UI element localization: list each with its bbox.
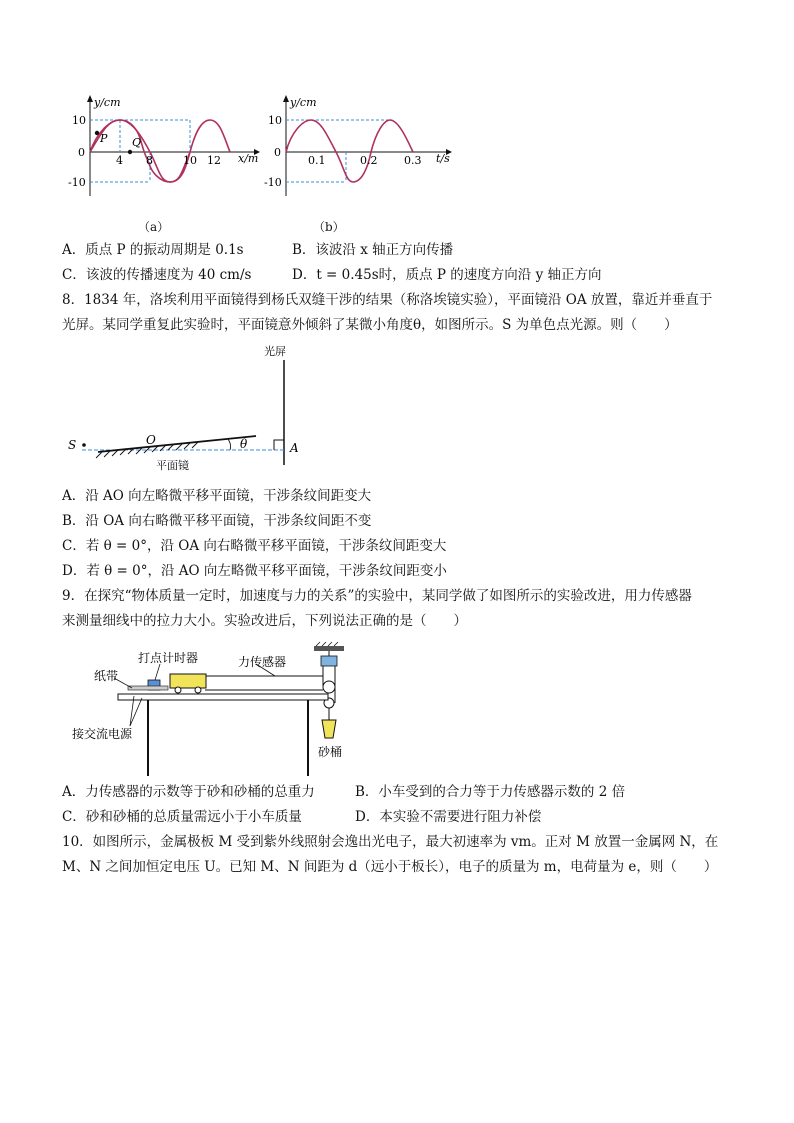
lloyd-mirror-figure: [60, 340, 320, 475]
q7-option-c: C．该波的传播速度为 40 cm/s: [62, 267, 252, 283]
q10-stem-line1: 10．如图所示，金属极板 M 受到紫外线照射会逸出光电子，最大初速率为 vm。正对 M 放置一金属网 N，在: [62, 834, 719, 850]
bucket-label: 砂桶: [318, 745, 343, 759]
q9-option-a: A．力传感器的示数等于砂和砂桶的总重力: [62, 784, 315, 800]
q8-stem-line1: 8．1834 年，洛埃利用平面镜得到杨氏双缝干涉的结果（称洛埃镜实验），平面镜沿 OA 放置，靠近并垂直于: [62, 292, 713, 308]
x-tick-4: 4: [116, 154, 123, 167]
q9-stem-line1: 9．在探究“物体质量一定时，加速度与力的关系”的实验中，某同学做了如图所示的实验改进，用力传感器: [62, 588, 692, 604]
sensor-label: 力传感器: [238, 655, 287, 669]
point-p-dot: [95, 131, 99, 135]
t-tick-0-3: 0.3: [404, 154, 422, 167]
x-tick-8: 8: [146, 154, 153, 167]
vibration-graph-b: [260, 92, 460, 204]
xlabel: x/m: [238, 152, 259, 165]
point-q-dot: [128, 150, 132, 154]
mirror-label: 平面镜: [156, 459, 189, 472]
y-tick-0: 0: [78, 146, 85, 159]
y-tick-neg10: -10: [264, 176, 282, 189]
q7-option-d: D．t = 0.45s时，质点 P 的速度方向沿 y 轴正方向: [292, 267, 602, 283]
force-sensor-apparatus-figure: [60, 640, 360, 780]
power-label: 接交流电源: [72, 727, 133, 741]
timer-label: 打点计时器: [138, 651, 199, 665]
ylabel: y/cm: [290, 96, 317, 109]
q9-option-b: B．小车受到的合力等于力传感器示数的 2 倍: [355, 784, 626, 800]
y-tick-0: 0: [274, 146, 281, 159]
q9-option-c: C．砂和砂桶的总质量需远小于小车质量: [62, 809, 302, 825]
screen-label: 光屏: [264, 345, 286, 358]
x-tick-12: 12: [207, 154, 221, 167]
q8-option-c: C．若 θ = 0°，沿 OA 向右略微平移平面镜，干涉条纹间距变大: [62, 538, 447, 554]
y-tick-10: 10: [268, 114, 282, 127]
x-tick-10: 10: [183, 154, 197, 167]
point-a-label: A: [290, 441, 299, 455]
tape-label: 纸带: [94, 669, 119, 683]
q9-option-d: D．本实验不需要进行阻力补偿: [355, 809, 542, 825]
caption-a: （a）: [138, 220, 170, 234]
y-tick-neg10: -10: [68, 176, 86, 189]
theta-label: θ: [240, 437, 248, 451]
y-tick-10: 10: [72, 114, 86, 127]
source-s-label: S: [68, 438, 77, 452]
q8-option-a: A．沿 AO 向左略微平移平面镜，干涉条纹间距变大: [62, 488, 372, 504]
xlabel: t/s: [436, 152, 450, 165]
q10-stem-line2: M、N 之间加恒定电压 U。已知 M、N 间距为 d（远小于板长），电子的质量为 m，电荷量为 e，则（ ）: [62, 859, 718, 875]
q8-option-d: D．若 θ = 0°，沿 AO 向左略微平移平面镜，干涉条纹间距变小: [62, 563, 447, 579]
q8-stem-line2: 光屏。某同学重复此实验时，平面镜意外倾斜了某微小角度θ，如图所示。S 为单色点光源。则（ ）: [62, 317, 678, 333]
q7-option-a: A．质点 P 的振动周期是 0.1s: [62, 242, 244, 258]
caption-b: （b）: [313, 220, 345, 234]
q8-option-b: B．沿 OA 向右略微平移平面镜，干涉条纹间距不变: [62, 513, 372, 529]
ylabel: y/cm: [94, 96, 121, 109]
t-tick-0-2: 0.2: [360, 154, 378, 167]
q7-option-b: B．该波沿 x 轴正方向传播: [292, 242, 454, 258]
point-o-label: O: [146, 433, 156, 447]
label-q: Q: [132, 136, 142, 149]
label-p: P: [100, 132, 108, 145]
t-tick-0-1: 0.1: [308, 154, 326, 167]
wave-graph-a: [60, 92, 260, 204]
q9-stem-line2: 来测量细线中的拉力大小。实验改进后，下列说法正确的是（ ）: [62, 613, 467, 629]
